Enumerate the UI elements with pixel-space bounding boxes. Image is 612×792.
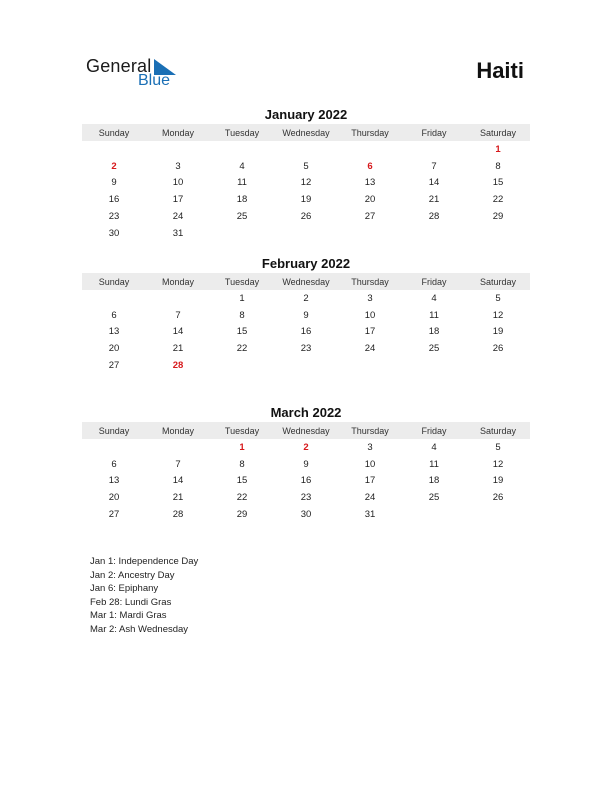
day-cell: 31 xyxy=(364,509,376,521)
day-cell: 7 xyxy=(175,309,181,321)
day-cell: 16 xyxy=(108,194,120,206)
weekday-label: Saturday xyxy=(479,425,517,436)
day-cell: 27 xyxy=(108,509,120,521)
day-cell: 23 xyxy=(300,343,312,355)
weekday-label: Thursday xyxy=(351,425,389,436)
day-cell: 28 xyxy=(428,211,440,223)
day-cell: 20 xyxy=(108,343,120,355)
day-cell: 3 xyxy=(367,292,373,304)
day-cell: 13 xyxy=(364,177,376,189)
weekday-label: Friday xyxy=(421,127,447,138)
weekday-header xyxy=(82,273,530,290)
weekday-label: Tuesday xyxy=(224,276,260,287)
day-cell: 11 xyxy=(237,177,247,189)
week-row xyxy=(82,439,530,456)
day-cell: 27 xyxy=(364,211,376,223)
day-cell: 14 xyxy=(172,475,184,487)
day-cell: 3 xyxy=(175,160,181,172)
weekday-label: Monday xyxy=(161,276,195,287)
holiday-item: Mar 1: Mardi Gras xyxy=(90,610,167,622)
holiday-day-cell: 6 xyxy=(367,160,373,172)
weekday-label: Sunday xyxy=(98,425,130,436)
weekday-label: Sunday xyxy=(98,127,130,138)
day-cell: 1 xyxy=(239,292,245,304)
holiday-item: Jan 1: Independence Day xyxy=(90,556,199,567)
week-row xyxy=(82,357,530,374)
day-cell: 12 xyxy=(492,458,504,470)
day-cell: 24 xyxy=(364,343,376,355)
day-cell: 15 xyxy=(236,475,248,487)
week-row xyxy=(82,141,530,158)
week-row xyxy=(82,175,530,192)
month-february xyxy=(82,255,530,374)
day-cell: 8 xyxy=(495,160,501,172)
month-title: March 2022 xyxy=(270,405,342,420)
day-cell: 13 xyxy=(108,326,120,338)
weekday-label: Sunday xyxy=(98,276,130,287)
logo-text-general: General xyxy=(86,56,152,76)
day-cell: 24 xyxy=(364,492,376,504)
holiday-item: Jan 6: Epiphany xyxy=(90,583,159,595)
week-row xyxy=(82,208,530,225)
weekday-header xyxy=(82,124,530,141)
day-cell: 30 xyxy=(300,509,312,521)
day-cell: 18 xyxy=(428,326,440,338)
day-cell: 10 xyxy=(364,309,376,321)
day-cell: 27 xyxy=(108,360,120,372)
day-cell: 26 xyxy=(300,211,312,223)
day-cell: 17 xyxy=(364,326,376,338)
day-cell: 6 xyxy=(111,309,117,321)
weekday-label: Friday xyxy=(421,276,447,287)
day-cell: 5 xyxy=(303,160,309,172)
day-cell: 25 xyxy=(428,343,440,355)
generalblue-logo xyxy=(86,56,186,92)
week-row xyxy=(82,489,530,506)
weekday-label: Wednesday xyxy=(282,127,330,138)
logo-text-blue: Blue xyxy=(138,72,171,89)
day-cell: 13 xyxy=(108,475,120,487)
day-cell: 19 xyxy=(300,194,312,206)
day-cell: 22 xyxy=(236,343,248,355)
day-cell: 17 xyxy=(172,194,184,206)
holiday-day-cell: 1 xyxy=(495,143,501,155)
weekday-label: Saturday xyxy=(479,276,517,287)
day-cell: 8 xyxy=(239,458,245,470)
month-title: January 2022 xyxy=(264,107,348,122)
day-cell: 21 xyxy=(172,343,184,355)
week-row xyxy=(82,340,530,357)
week-row xyxy=(82,324,530,341)
week-row xyxy=(82,506,530,523)
day-cell: 17 xyxy=(364,475,376,487)
holiday-day-cell: 1 xyxy=(239,441,245,453)
day-cell: 10 xyxy=(364,458,376,470)
day-cell: 16 xyxy=(300,475,312,487)
day-cell: 14 xyxy=(172,326,184,338)
day-cell: 21 xyxy=(172,492,184,504)
holiday-item: Feb 28: Lundi Gras xyxy=(90,596,172,608)
day-cell: 16 xyxy=(300,326,312,338)
day-cell: 18 xyxy=(428,475,440,487)
day-cell: 31 xyxy=(172,227,184,239)
week-row xyxy=(82,456,530,473)
day-cell: 30 xyxy=(108,227,120,239)
day-cell: 18 xyxy=(236,194,248,206)
day-cell: 26 xyxy=(492,343,504,355)
month-january xyxy=(82,106,530,242)
holiday-item: Mar 2: Ash Wednesday xyxy=(90,623,189,635)
week-row xyxy=(82,307,530,324)
weekday-label: Tuesday xyxy=(224,127,260,138)
day-cell: 22 xyxy=(236,492,248,504)
day-cell: 2 xyxy=(303,292,309,304)
day-cell: 7 xyxy=(431,160,437,172)
week-row xyxy=(82,158,530,175)
day-cell: 12 xyxy=(300,177,312,189)
day-cell: 8 xyxy=(239,309,245,321)
holiday-day-cell: 28 xyxy=(172,360,184,372)
holiday-day-cell: 2 xyxy=(303,441,309,453)
day-cell: 15 xyxy=(492,177,504,189)
weekday-label: Wednesday xyxy=(282,276,330,287)
month-title: February 2022 xyxy=(261,256,351,271)
day-cell: 9 xyxy=(303,309,309,321)
day-cell: 4 xyxy=(239,160,245,172)
weekday-label: Wednesday xyxy=(282,425,330,436)
day-cell: 11 xyxy=(429,309,439,321)
weekday-label: Monday xyxy=(161,425,195,436)
day-cell: 25 xyxy=(236,211,248,223)
day-cell: 6 xyxy=(111,458,117,470)
weekday-label: Thursday xyxy=(351,276,389,287)
day-cell: 9 xyxy=(111,177,117,189)
country-title: Haiti xyxy=(476,58,524,83)
week-row xyxy=(82,225,530,242)
week-row xyxy=(82,290,530,307)
day-cell: 14 xyxy=(428,177,440,189)
weekday-label: Tuesday xyxy=(224,425,260,436)
day-cell: 20 xyxy=(364,194,376,206)
weekday-header xyxy=(82,422,530,439)
day-cell: 25 xyxy=(428,492,440,504)
day-cell: 20 xyxy=(108,492,120,504)
weekday-label: Monday xyxy=(161,127,195,138)
day-cell: 7 xyxy=(175,458,181,470)
day-cell: 12 xyxy=(492,309,504,321)
weekday-label: Thursday xyxy=(351,127,389,138)
day-cell: 9 xyxy=(303,458,309,470)
week-row xyxy=(82,473,530,490)
day-cell: 15 xyxy=(236,326,248,338)
holiday-day-cell: 2 xyxy=(111,160,117,172)
day-cell: 4 xyxy=(431,441,437,453)
weekday-label: Saturday xyxy=(479,127,517,138)
day-cell: 29 xyxy=(236,509,248,521)
day-cell: 3 xyxy=(367,441,373,453)
day-cell: 4 xyxy=(431,292,437,304)
day-cell: 19 xyxy=(492,475,504,487)
month-march xyxy=(82,404,530,523)
day-cell: 24 xyxy=(172,211,184,223)
day-cell: 10 xyxy=(172,177,184,189)
day-cell: 26 xyxy=(492,492,504,504)
week-row xyxy=(82,191,530,208)
holiday-list xyxy=(90,555,198,637)
day-cell: 11 xyxy=(429,458,439,470)
day-cell: 22 xyxy=(492,194,504,206)
day-cell: 23 xyxy=(108,211,120,223)
day-cell: 29 xyxy=(492,211,504,223)
holiday-item: Jan 2: Ancestry Day xyxy=(90,569,175,581)
day-cell: 19 xyxy=(492,326,504,338)
day-cell: 5 xyxy=(495,441,501,453)
day-cell: 5 xyxy=(495,292,501,304)
weekday-label: Friday xyxy=(421,425,447,436)
day-cell: 23 xyxy=(300,492,312,504)
day-cell: 21 xyxy=(428,194,440,206)
day-cell: 28 xyxy=(172,509,184,521)
